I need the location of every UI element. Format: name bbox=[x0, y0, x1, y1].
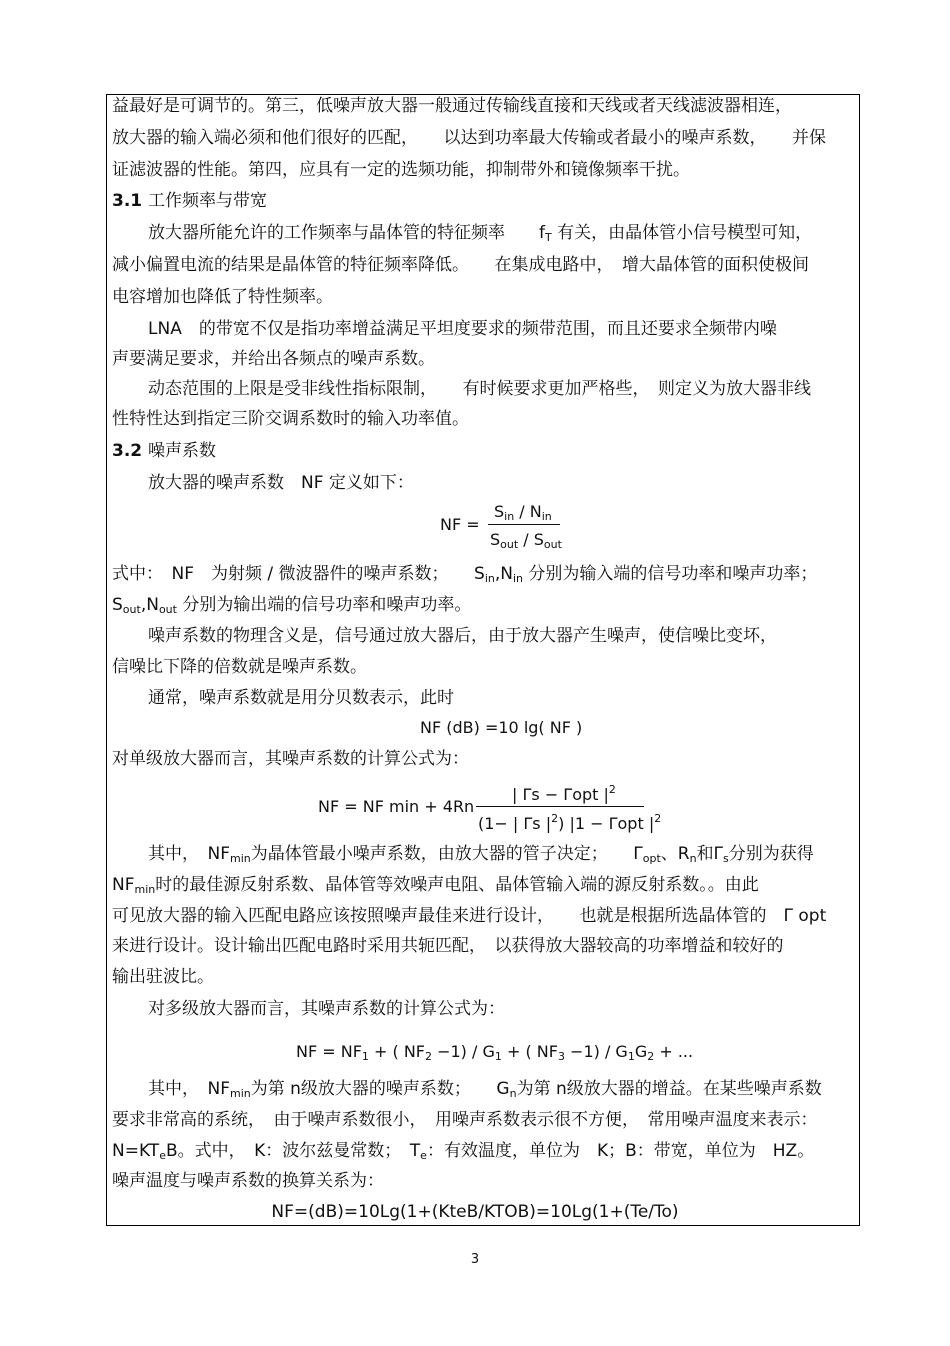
text-line: 来进行设计。设计输出匹配电路时采用共轭匹配， 以获得放大器较高的功率增益和较好的 bbox=[112, 936, 784, 956]
text-line: 要求非常高的系统， 由于噪声系数很小， 用噪声系数表示很不方便， 常用噪声温度来表示： bbox=[112, 1110, 818, 1130]
text-line: $N=KT_eB$。式中， K：波尔兹曼常数； $T_e$：有效温度，单位为 K；B：带宽，单位为 HZ。 bbox=[112, 1141, 815, 1162]
text-line: 声要满足要求，并给出各频点的噪声系数。 bbox=[112, 349, 435, 369]
page-number: 3 bbox=[470, 1252, 480, 1267]
text-line: $NF_{min}$时的最佳源反射系数、晶体管等效噪声电阻、晶体管输入端的源反射系数。。由此 bbox=[112, 875, 759, 896]
text-line: 噪声系数的物理含义是，信号通过放大器后，由于放大器产生噪声，使信噪比变坏， bbox=[148, 626, 777, 646]
formula-nf-db: NF (dB) =10 lg( NF ) bbox=[420, 718, 583, 737]
formula-nf-numerator: $S_{in} / N_{in}$ bbox=[494, 502, 552, 523]
text-line: 减小偏置电流的结果是晶体管的特征频率降低。 在集成电路中， 增大晶体管的面积使极间 bbox=[112, 255, 809, 275]
text-line: NF=(dB)=10Lg(1+(KteB/KTOB)=10Lg(1+(Te/To) bbox=[271, 1202, 679, 1222]
fraction-bar bbox=[476, 806, 644, 807]
text-line: 通常，噪声系数就是用分贝数表示，此时 bbox=[148, 688, 454, 708]
formula-single-numerator: | Γs − Γopt $|^2$ bbox=[512, 783, 616, 804]
text-line: 信噪比下降的倍数就是噪声系数。 bbox=[112, 657, 367, 677]
text-line: 电容增加也降低了特性频率。 bbox=[112, 287, 333, 307]
text-line: 噪声温度与噪声系数的换算关系为： bbox=[112, 1171, 384, 1191]
formula-nf-lhs: NF = bbox=[440, 515, 480, 534]
text-line: 证滤波器的性能。第四，应具有一定的选频功能，抑制带外和镜像频率干扰。 bbox=[112, 160, 690, 180]
section-heading-3-1: 3.1 工作频率与带宽 bbox=[112, 191, 268, 211]
text-line: 式中： NF 为射频 / 微波器件的噪声系数； $S_{in},N_{in}$ 分别为输入端的信号功率和噪声功率； bbox=[112, 564, 818, 585]
text-line: 放大器的噪声系数 NF 定义如下： bbox=[148, 473, 414, 493]
text-line: 其中， $NF_{min}$为晶体管最小噪声系数，由放大器的管子决定； $\Gamma_{opt}$、$R_n$和$\Gamma_s$分别为获得 bbox=[148, 844, 814, 865]
text-line: LNA 的带宽不仅是指功率增益满足平坦度要求的频带范围，而且还要求全频带内噪 bbox=[148, 319, 777, 339]
text-line: 可见放大器的输入匹配电路应该按照噪声最佳来进行设计， 也就是根据所选晶体管的 Γ opt bbox=[112, 906, 827, 926]
text-line: 其中， $NF_{min}$为第 n级放大器的噪声系数； $G_n$为第 n级放大器的增益。在某些噪声系数 bbox=[148, 1079, 822, 1100]
text-line: 放大器所能允许的工作频率与晶体管的特征频率 $f_T$ 有关，由晶体管小信号模型可知， bbox=[148, 223, 813, 244]
text-line: 动态范围的上限是受非线性指标限制， 有时候要求更加严格些， 则定义为放大器非线 bbox=[148, 379, 811, 399]
text-line: 益最好是可调节的。第三，低噪声放大器一般通过传输线直接和天线或者天线滤波器相连， bbox=[112, 96, 792, 116]
section-heading-3-2: 3.2 噪声系数 bbox=[112, 441, 217, 461]
formula-multi-stage: NF = $NF_1$ + ( $NF_2 -1) / G_1$ + ( $NF_3 -1) / G_1G_2$ + ... bbox=[296, 1042, 694, 1063]
fraction-bar bbox=[488, 524, 560, 525]
text-line: $S_{out},N_{out}$ 分别为输出端的信号功率和噪声功率。 bbox=[112, 595, 472, 616]
formula-nf-denominator: $S_{out} / S_{out}$ bbox=[490, 530, 562, 551]
text-line: 性特性达到指定三阶交调系数时的输入功率值。 bbox=[112, 409, 469, 429]
formula-single-denominator: (1− | Γs $|^2$) |1 − Γopt $|^2$ bbox=[478, 812, 662, 833]
text-line: 放大器的输入端必须和他们很好的匹配， 以达到功率最大传输或者最小的噪声系数， 并保 bbox=[112, 128, 826, 148]
text-line: 对多级放大器而言，其噪声系数的计算公式为： bbox=[148, 999, 505, 1019]
text-line: 输出驻波比。 bbox=[112, 967, 214, 987]
formula-single-lhs: NF = NF min + 4Rn bbox=[318, 797, 475, 816]
text-line: 对单级放大器而言，其噪声系数的计算公式为： bbox=[112, 749, 469, 769]
